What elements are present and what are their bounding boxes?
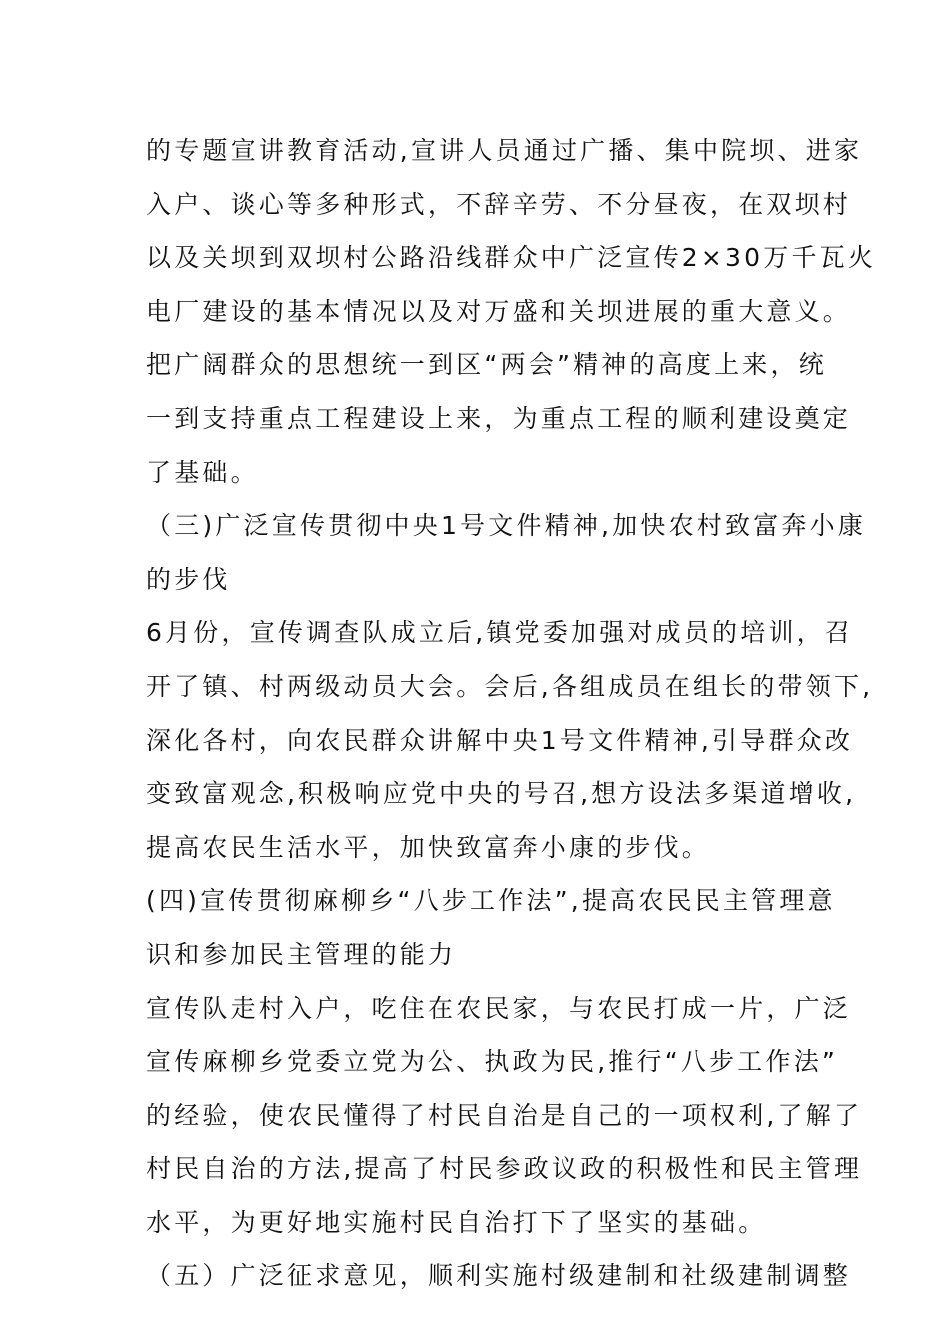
text-line: 6月份，宣传调查队成立后,镇党委加强对成员的培训，召	[146, 618, 854, 648]
section-heading-line: （三)广泛宣传贯彻中央1号文件精神,加快农村致富奔小康	[146, 511, 867, 541]
text-line: 以及关坝到双坝村公路沿线群众中广泛宣传2×30万千瓦火	[146, 243, 877, 273]
text-line: 的专题宣讲教育活动,宣讲人员通过广播、集中院坝、进家	[146, 136, 863, 165]
text-line: 开了镇、村两级动员大会。会后,各组成员在组长的带领下,	[146, 671, 874, 701]
text-line: 入户、谈心等多种形式，不辞辛劳、不分昼夜，在双坝村	[146, 189, 852, 219]
text-line: 变致富观念,积极响应党中央的号召,想方设法多渠道增收,	[146, 779, 857, 809]
text-line: 提高农民生活水平，加快致富奔小康的步伐。	[146, 832, 711, 862]
section-heading-line: 的步伐	[146, 564, 231, 594]
text-line: 村民自治的方法,提高了村民参政议政的积极性和民主管理	[146, 1154, 863, 1184]
text-line: 的经验，使农民懂得了村民自治是自己的一项权利,了解了	[146, 1100, 863, 1130]
text-line: 深化各村，向农民群众讲解中央1号文件精神,引导群众改	[146, 725, 854, 755]
text-line: 把广阔群众的思想统一到区“两会”精神的高度上来，统	[146, 350, 827, 380]
document-body	[146, 124, 877, 1303]
text-line: 宣传麻柳乡党委立党为公、执政为民,推行“八步工作法”	[146, 1047, 839, 1077]
section-heading-line: 识和参加民主管理的能力	[146, 939, 457, 969]
section-heading-line: （五）广泛征求意见，顺利实施村级建制和社级建制调整	[146, 1261, 852, 1291]
text-line: 宣传队走村入户，吃住在农民家，与农民打成一片，广泛	[146, 993, 852, 1023]
text-line: 了基础。	[146, 457, 259, 487]
text-line: 电厂建设的基本情况以及对万盛和关坝进展的重大意义。	[146, 296, 852, 326]
text-line: 水平，为更好地实施村民自治打下了坚实的基础。	[146, 1207, 767, 1237]
section-heading-line: (四)宣传贯彻麻柳乡“八步工作法”,提高农民民主管理意	[146, 886, 836, 916]
text-line: 一到支持重点工程建设上来，为重点工程的顺利建设奠定	[146, 403, 852, 433]
